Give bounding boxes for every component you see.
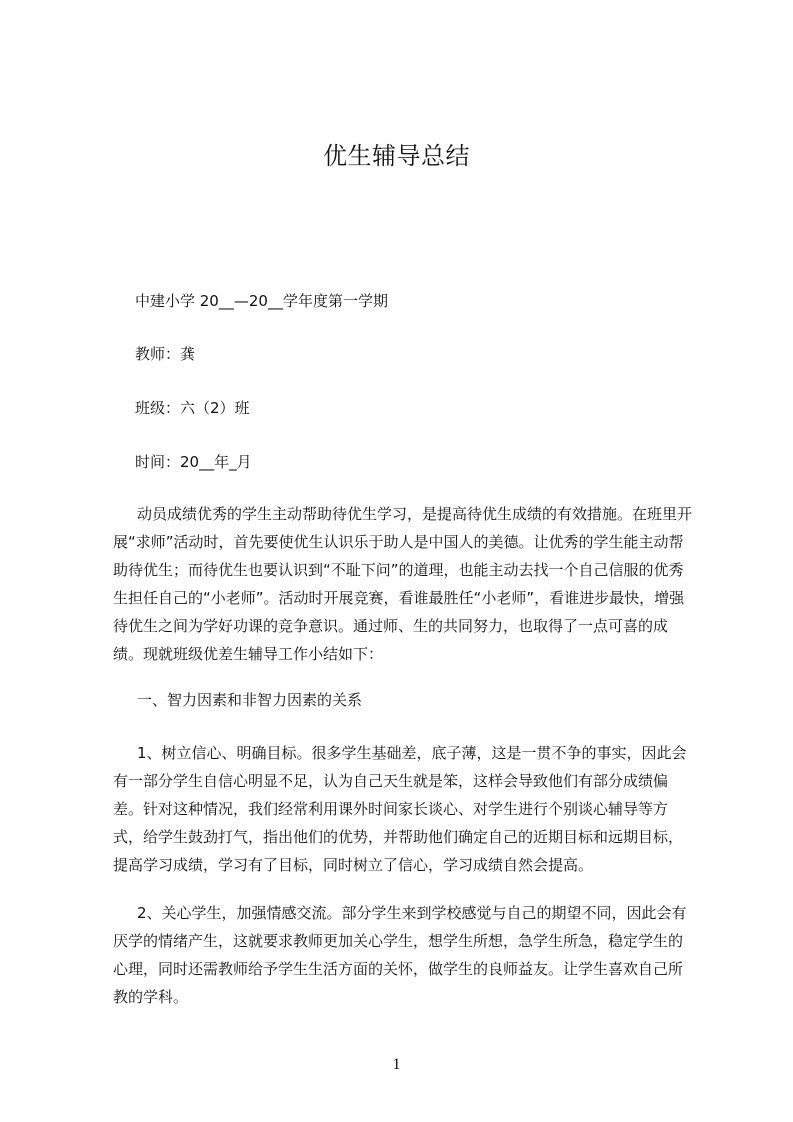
school-term-line: 中建小学 20__—20__学年度第一学期 [135, 292, 388, 310]
intro-paragraph: 动员成绩优秀的学生主动帮助待优生学习，是提高待优生成绩的有效措施。在班里开展“求师”活动时，首先要使优生认识乐于助人是中国人的美德。让优秀的学生能主动帮助待优生；而待优生也要认识到“不耻下问”的道理，也能主动去找一个自己信服的优秀生担任自己的“小老师”。活动时开展竞赛，看谁最胜任“小老师”，看谁进步最快，增强待优生之间为学好功课的竞争意识。通过师、生的共同努力，也取得了一点可喜的成绩。现就班级优差生辅导工作小结如下： [113, 505, 693, 663]
page-title: 优生辅导总结 [323, 142, 470, 170]
class-line: 班级：六（2）班 [135, 399, 250, 417]
teacher-line: 教师：龚 [135, 345, 196, 363]
section-heading: 一、智力因素和非智力因素的关系 [137, 691, 363, 709]
time-line: 时间：20__年_月 [135, 453, 252, 471]
page-number: 1 [392, 1056, 401, 1073]
item-2-paragraph: 2、关心学生，加强情感交流。部分学生来到学校感觉与自己的期望不同，因此会有厌学的情绪产生，这就要求教师更加关心学生，想学生所想，急学生所急，稳定学生的心理，同时还需教师给予学生生活方面的关怀，做学生的良师益友。让学生喜欢自己所教的学科。 [113, 904, 687, 1006]
item-1-paragraph: 1、树立信心、明确目标。很多学生基础差，底子薄，这是一贯不争的事实，因此会有一部分学生自信心明显不足，认为自己天生就是笨，这样会导致他们有部分成绩偏差。针对这种情况，我们经常利用课外时间家长谈心、对学生进行个别谈心辅导等方式，给学生鼓劲打气，指出他们的优势，并帮助他们确定自己的近期目标和远期目标，提高学习成绩，学习有了目标，同时树立了信心，学习成绩自然会提高。 [113, 744, 687, 874]
